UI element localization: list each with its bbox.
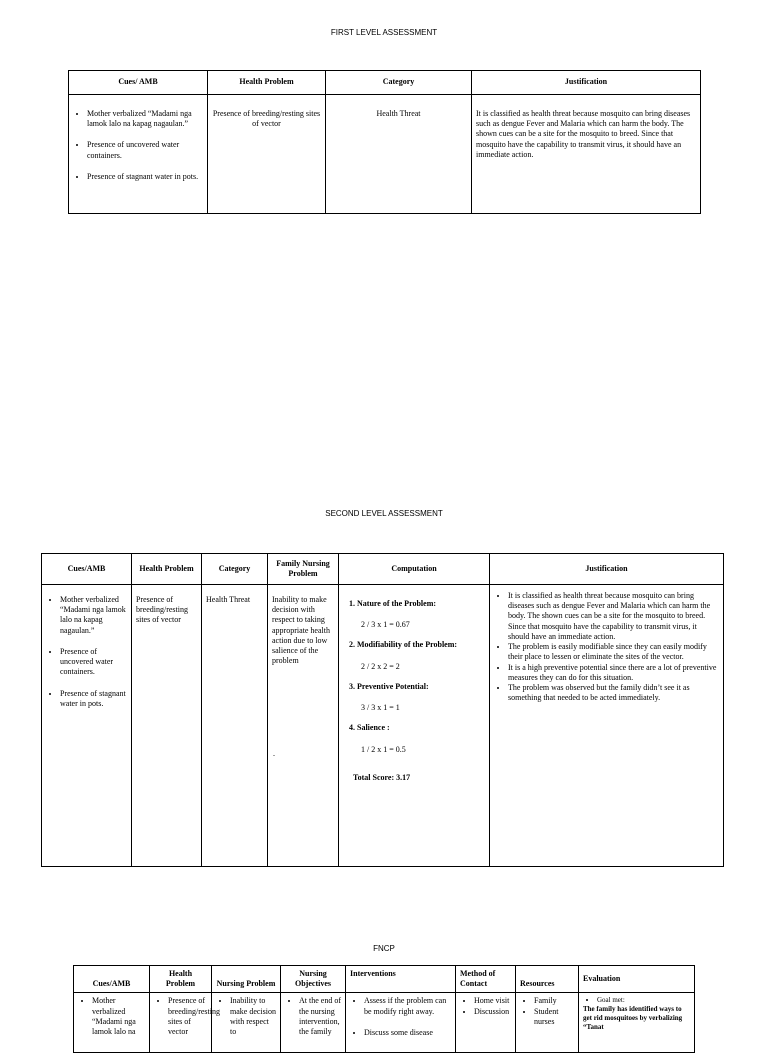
computation-formula: 3 / 3 x 1 = 1 [361, 703, 400, 713]
header-nursing-problem: Nursing Problem [212, 966, 281, 993]
header-category: Category [326, 71, 472, 95]
justification-item: • The problem is easily modifiable since they can easily modify their place to lessen or eliminate the sites of the vector. [508, 642, 719, 662]
intervention-item: • Discuss some disease [364, 1028, 451, 1038]
justification-list [494, 591, 719, 704]
header-health-problem: Health Problem [150, 966, 212, 993]
computation-formula: 2 / 2 x 2 = 2 [361, 661, 400, 671]
intervention-item: • Assess if the problem can be modify right away. [364, 996, 451, 1016]
second-level-title: SECOND LEVEL ASSESSMENT [325, 509, 443, 518]
justification-item: • It is classified as health threat because mosquito can bring diseases such as dengue Fever and Malaria which can harm the body. The shown cues can be a site for the mosquito to breed. Since that mosquito have the capability to transmit virus, it should have an immediate action. [508, 591, 719, 642]
justification-item: • The problem was observed but the family didn’t see it as something that needed to be acted immediately. [508, 683, 719, 703]
header-interventions: Interventions [346, 966, 456, 993]
computation-formula: 2 / 3 x 1 = 0.67 [361, 620, 410, 630]
computation-item [357, 682, 485, 713]
evaluation-text: The family has identified ways to get rid mosquitoes by verbalizing “Tanat [583, 1005, 683, 1032]
computation-item [357, 723, 485, 754]
first-level-title: FIRST LEVEL ASSESSMENT [330, 28, 438, 37]
header-resources: Resources [516, 966, 579, 993]
computation-label: Nature of the Problem: [357, 599, 437, 608]
cues-list [73, 109, 203, 182]
header-cues: Cues/ AMB [69, 71, 208, 95]
header-method-of-contact: Method of Contact [456, 966, 516, 993]
header-health-problem: Health Problem [208, 71, 326, 95]
computation-label: Modifiability of the Problem: [357, 640, 458, 650]
stray-dot: . [273, 749, 275, 758]
cue-item: • Mother verbalized “Madami nga lamok lalo na kapag nagaulan.” [87, 109, 203, 129]
category-cell: Health Threat [202, 585, 268, 867]
header-justification: Justification [490, 554, 724, 585]
nursing-problem-item: • Inability to make decision with respect to [230, 996, 276, 1037]
resource-item: • Family [534, 996, 574, 1006]
header-family-nursing-problem: Family Nursing Problem [268, 554, 339, 585]
header-category: Category [202, 554, 268, 585]
first-level-table [68, 70, 701, 214]
second-level-table [41, 553, 724, 867]
resource-item: • Student nurses [534, 1007, 574, 1027]
category-cell: Health Threat [326, 95, 472, 214]
evaluation-goal: • Goal met: [597, 996, 690, 1005]
health-problem-cell: Presence of breeding/resting sites of vector [208, 95, 326, 214]
header-cues: Cues/AMB [74, 966, 150, 993]
computation-item [357, 599, 485, 630]
cue-item: • Presence of stagnant water in pots. [87, 172, 203, 182]
header-health-problem: Health Problem [132, 554, 202, 585]
method-item: • Discussion [474, 1007, 511, 1017]
computation-label: Salience : [357, 723, 390, 733]
family-nursing-problem-text: Inability to make decision with respect to taking appropriate health action due to low salience of the problem [272, 595, 330, 666]
justification-cell: It is classified as health threat because mosquito can bring diseases such as dengue Fever and Malaria which can harm the body. The shown cues can be a site for the mosquito to breed. Since that mosquito have the capability to transmit virus, it should have an immediate action. [472, 95, 701, 214]
justification-item: • It is a high preventive potential since there are a lot of preventive measures they can do for this situation. [508, 663, 719, 683]
header-computation: Computation [339, 554, 490, 585]
cue-item: • Presence of stagnant water in pots. [60, 689, 127, 709]
health-problem-cell: Presence of breeding/resting sites of vector [132, 585, 202, 867]
header-cues: Cues/AMB [42, 554, 132, 585]
total-score: Total Score: 3.17 [353, 772, 411, 782]
health-problem-item: • Presence of breeding/resting sites of vector [168, 996, 207, 1037]
nursing-objective-item: • At the end of the nursing intervention, the family [299, 996, 341, 1037]
cue-item: • Mother verbalized “Madami nga lamok lalo na kapag nagaulan.” [60, 595, 127, 636]
method-item: • Home visit [474, 996, 511, 1006]
computation-list [343, 599, 485, 755]
cues-list [46, 595, 127, 709]
computation-item [357, 640, 485, 671]
cue-item: • Presence of uncovered water containers. [60, 647, 127, 678]
computation-formula: 1 / 2 x 1 = 0.5 [361, 744, 406, 754]
fncp-table [73, 965, 695, 1053]
header-evaluation: Evaluation [579, 966, 695, 993]
header-nursing-objectives: Nursing Objectives [281, 966, 346, 993]
cue-item: • Mother verbalized “Madami nga lamok lalo na [92, 996, 145, 1037]
header-justification: Justification [472, 71, 701, 95]
fncp-title: FNCP [373, 944, 395, 953]
computation-label: Preventive Potential: [357, 681, 429, 691]
cue-item: • Presence of uncovered water containers. [87, 140, 203, 160]
